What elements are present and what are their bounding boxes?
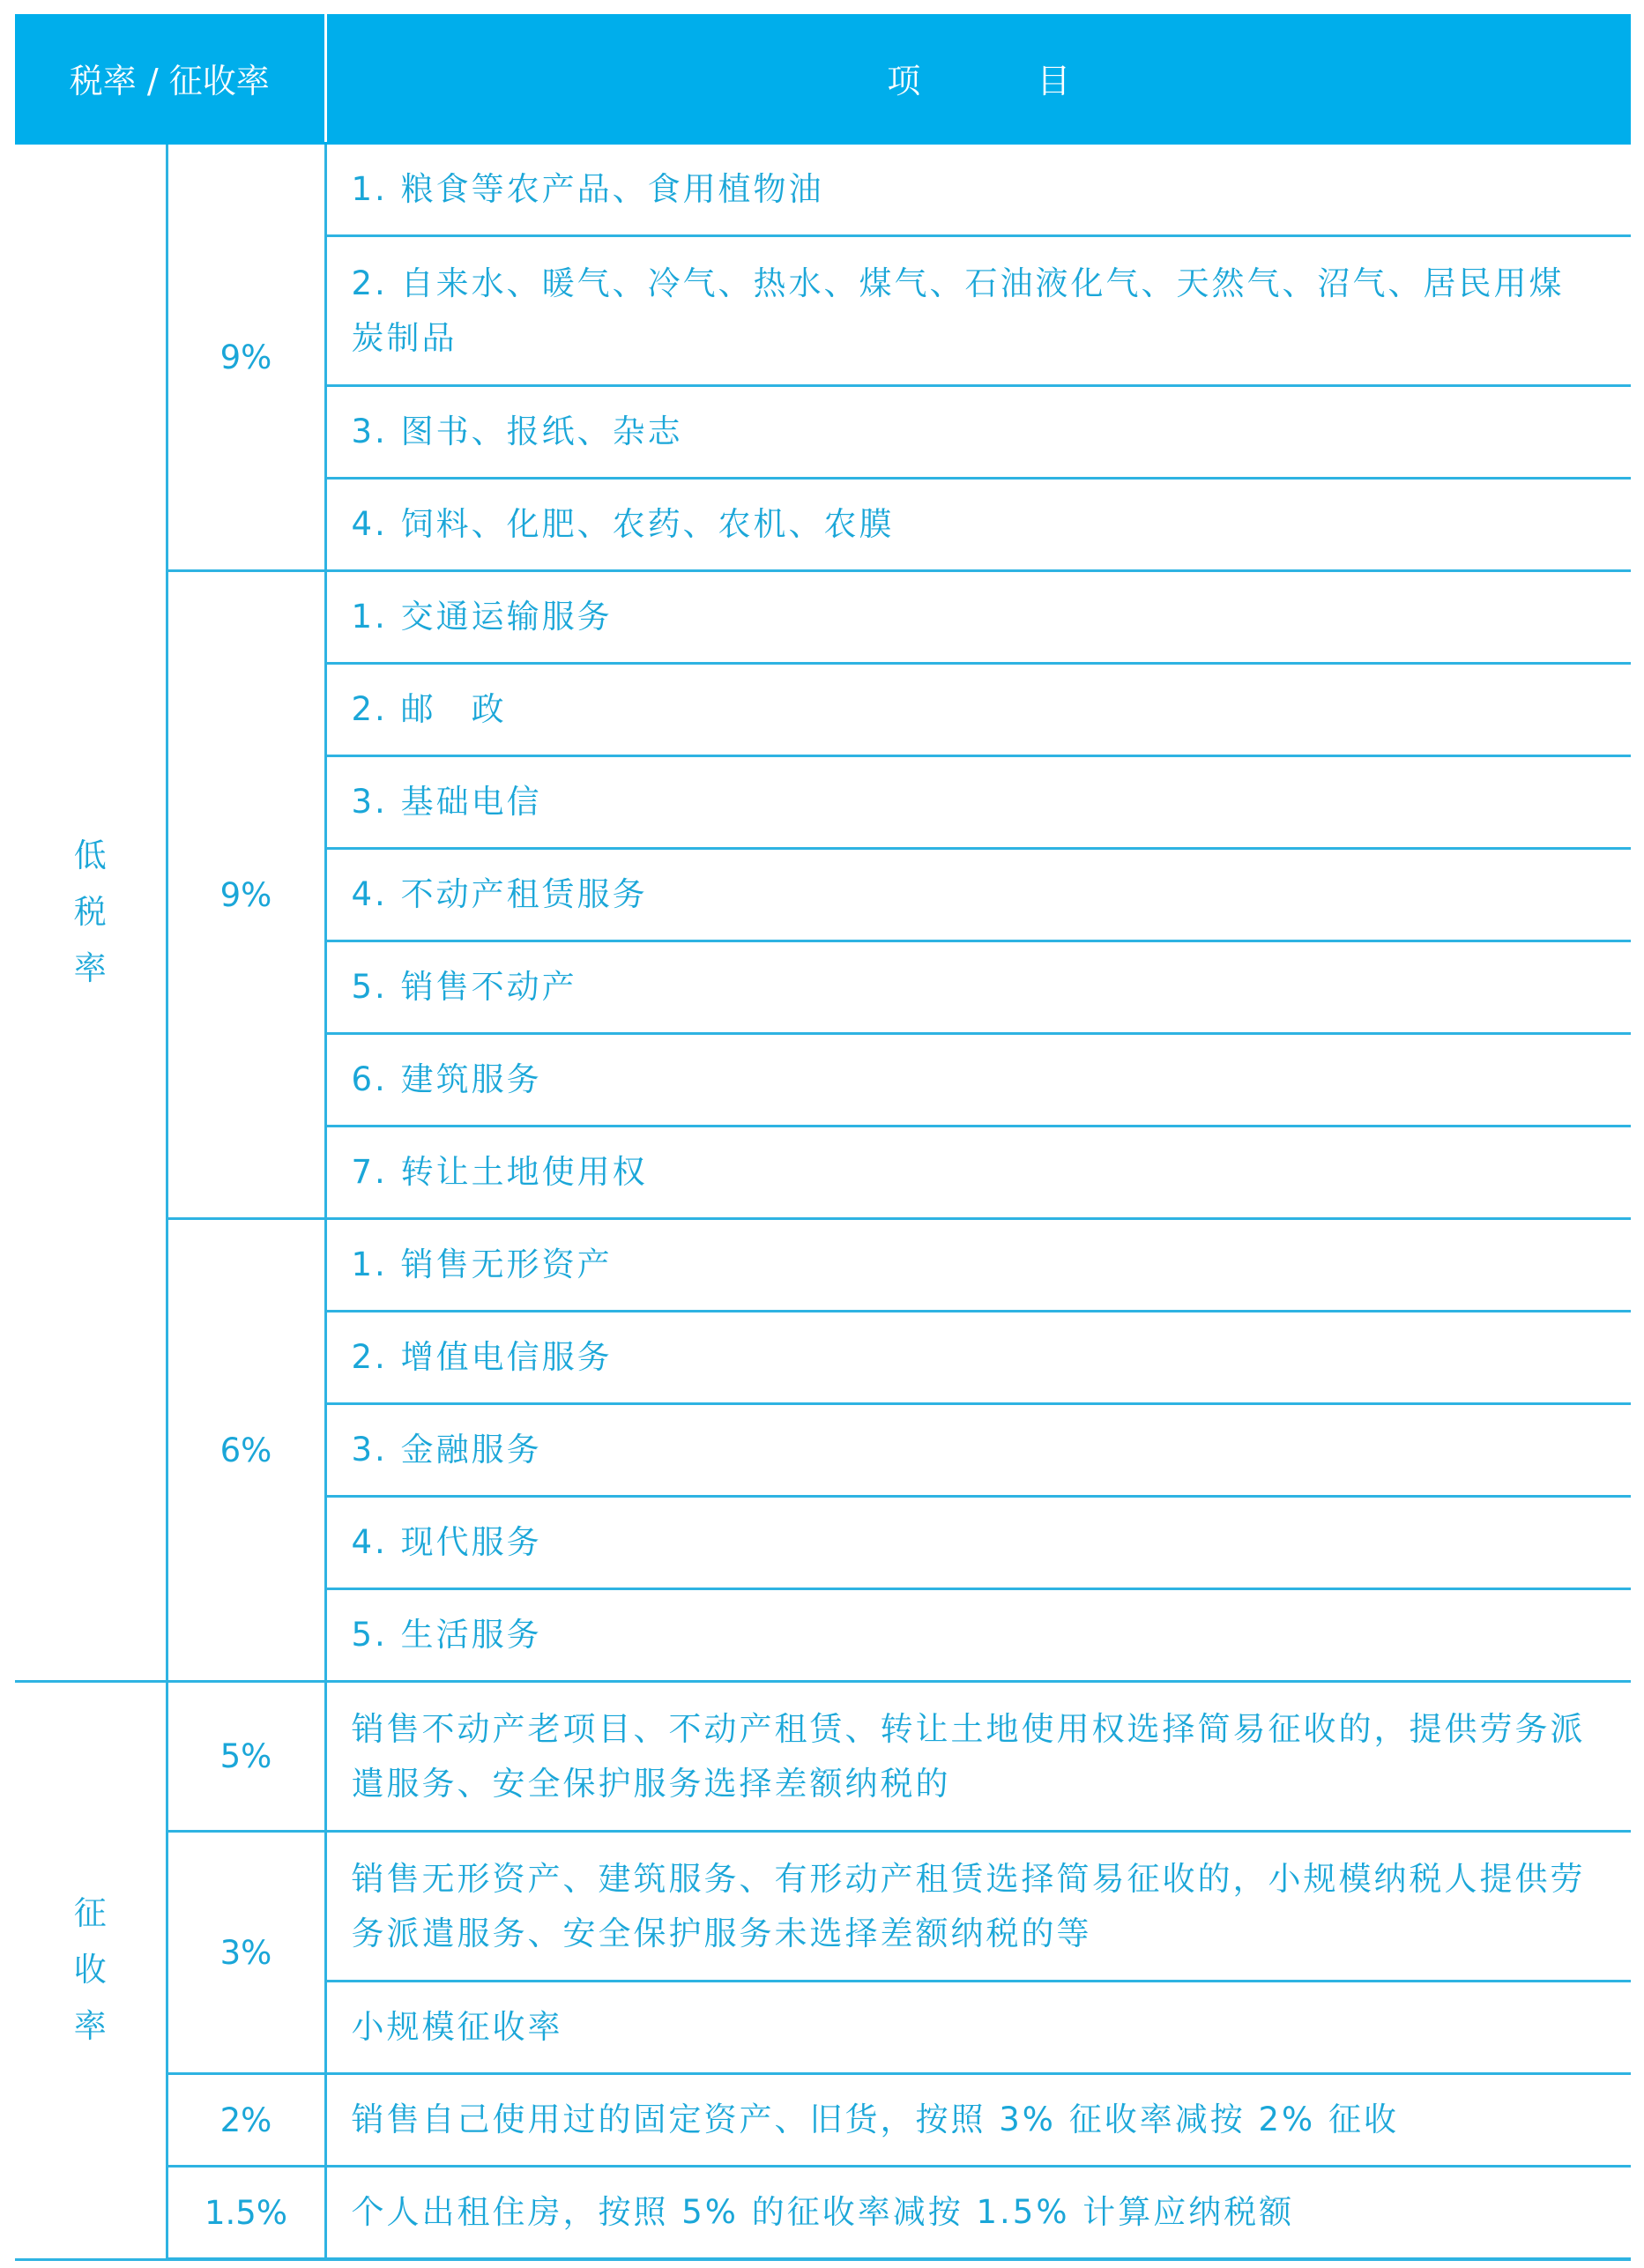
item-cell: 1. 销售无形资产 bbox=[325, 1219, 1631, 1312]
category-cell-low-rate: 低税率 bbox=[15, 144, 167, 1682]
item-cell: 6. 建筑服务 bbox=[325, 1034, 1631, 1127]
rate-cell: 9% bbox=[167, 144, 325, 571]
table-row bbox=[15, 144, 1631, 236]
table-row bbox=[15, 2074, 1631, 2167]
item-cell: 小规模征收率 bbox=[325, 1982, 1631, 2074]
header-item: 项 目 bbox=[325, 14, 1631, 144]
item-cell: 2. 自来水、暖气、冷气、热水、煤气、石油液化气、天然气、沼气、居民用煤炭制品 bbox=[325, 236, 1631, 386]
item-cell: 3. 基础电信 bbox=[325, 756, 1631, 849]
table-row bbox=[15, 1219, 1631, 1312]
item-cell: 销售无形资产、建筑服务、有形动产租赁选择简易征收的，小规模纳税人提供劳务派遣服务、安全保护服务未选择差额纳税的等 bbox=[325, 1832, 1631, 1982]
table-row bbox=[15, 1682, 1631, 1832]
item-cell: 1. 交通运输服务 bbox=[325, 571, 1631, 664]
table-row bbox=[15, 2167, 1631, 2260]
rate-cell: 9% bbox=[167, 571, 325, 1219]
item-cell: 4. 现代服务 bbox=[325, 1497, 1631, 1589]
item-cell: 2. 增值电信服务 bbox=[325, 1312, 1631, 1404]
item-cell: 1. 粮食等农产品、食用植物油 bbox=[325, 144, 1631, 236]
item-cell: 5. 销售不动产 bbox=[325, 941, 1631, 1034]
table-header-row bbox=[15, 14, 1631, 144]
table-row bbox=[15, 1832, 1631, 1982]
item-cell: 销售自己使用过的固定资产、旧货，按照 3% 征收率减按 2% 征收 bbox=[325, 2074, 1631, 2167]
item-cell: 4. 饲料、化肥、农药、农机、农膜 bbox=[325, 479, 1631, 571]
item-cell: 销售不动产老项目、不动产租赁、转让土地使用权选择简易征收的，提供劳务派遣服务、安全保护服务选择差额纳税的 bbox=[325, 1682, 1631, 1832]
rate-cell: 1.5% bbox=[167, 2167, 325, 2260]
item-cell: 2. 邮 政 bbox=[325, 664, 1631, 756]
item-cell: 3. 金融服务 bbox=[325, 1404, 1631, 1497]
rate-cell: 6% bbox=[167, 1219, 325, 1682]
rate-cell: 5% bbox=[167, 1682, 325, 1832]
item-cell: 个人出租住房，按照 5% 的征收率减按 1.5% 计算应纳税额 bbox=[325, 2167, 1631, 2260]
item-cell: 4. 不动产租赁服务 bbox=[325, 849, 1631, 941]
category-cell-collection-rate: 征收率 bbox=[15, 1682, 167, 2260]
table-row bbox=[15, 571, 1631, 664]
item-cell: 7. 转让土地使用权 bbox=[325, 1127, 1631, 1219]
item-cell: 5. 生活服务 bbox=[325, 1589, 1631, 1682]
tax-rate-table bbox=[15, 14, 1631, 2261]
rate-cell: 3% bbox=[167, 1832, 325, 2074]
rate-cell: 2% bbox=[167, 2074, 325, 2167]
item-cell: 3. 图书、报纸、杂志 bbox=[325, 386, 1631, 479]
header-rate: 税率 / 征收率 bbox=[15, 14, 325, 144]
